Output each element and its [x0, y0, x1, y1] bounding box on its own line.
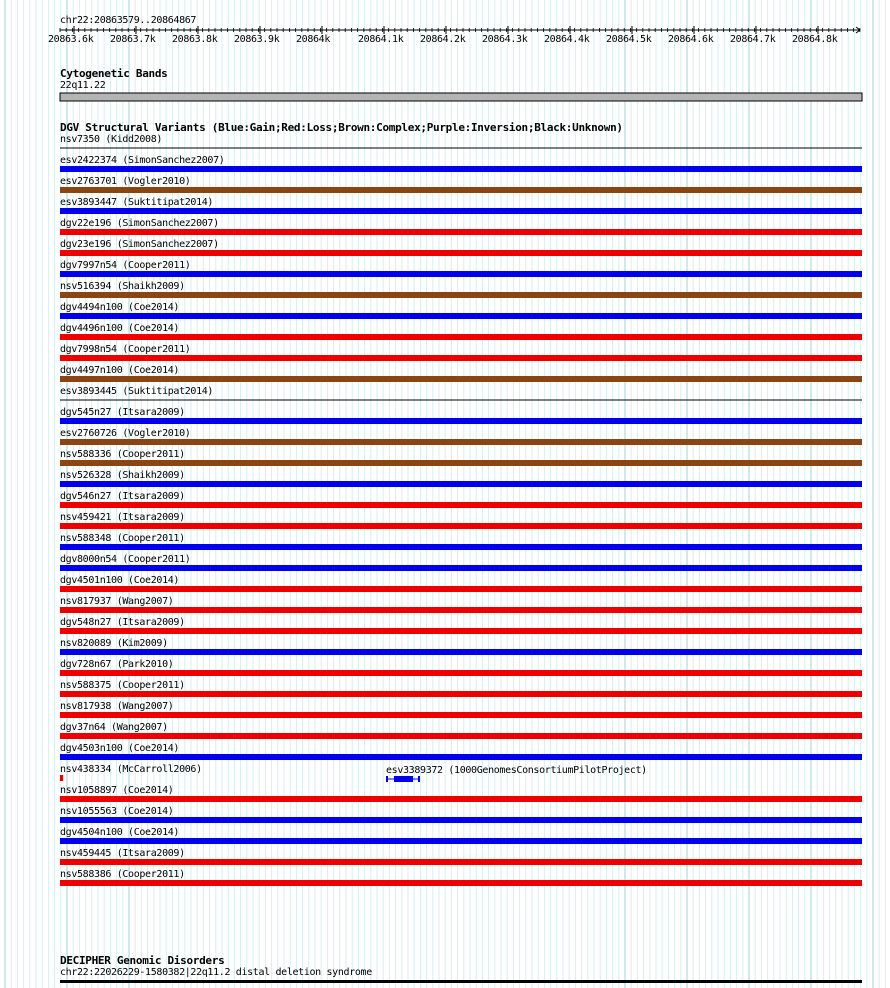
dgv-feature-label[interactable]: dgv545n27 (Itsara2009) [60, 407, 185, 418]
dgv-feature-label[interactable]: dgv4496n100 (Coe2014) [60, 323, 180, 334]
dgv-feature-label[interactable]: dgv4497n100 (Coe2014) [60, 365, 180, 376]
dgv-feature-label[interactable]: nsv588386 (Cooper2011) [60, 869, 185, 880]
dgv-feature-label[interactable]: dgv4503n100 (Coe2014) [60, 743, 180, 754]
dgv-feature-label[interactable]: nsv7350 (Kidd2008) [60, 134, 163, 145]
dgv-feature-label[interactable]: nsv438334 (McCarroll2006) [60, 764, 202, 775]
dgv-feature-bar[interactable] [60, 502, 862, 508]
dgv-feature-label[interactable]: esv3893445 (Suktitipat2014) [60, 386, 214, 397]
dgv-feature-label[interactable]: dgv4501n100 (Coe2014) [60, 575, 180, 586]
dgv-feature-bar[interactable] [60, 733, 862, 739]
dgv-feature-bar[interactable] [60, 712, 862, 718]
ruler-tick-label: 20864.4k [544, 34, 590, 45]
dgv-feature-label[interactable]: nsv817938 (Wang2007) [60, 701, 174, 712]
region-label: chr22:20863579..20864867 [60, 15, 197, 26]
dgv-feature-label[interactable]: esv3389372 (1000GenomesConsortiumPilotProject) [386, 765, 647, 776]
dgv-feature-bar[interactable] [60, 607, 862, 613]
dgv-feature-bar[interactable] [60, 754, 862, 760]
ruler-tick-label: 20864.1k [358, 34, 404, 45]
dgv-feature-bar[interactable] [60, 481, 862, 487]
dgv-feature-label[interactable]: dgv7998n54 (Cooper2011) [60, 344, 191, 355]
dgv-feature-label[interactable]: dgv23e196 (SimonSanchez2007) [60, 239, 219, 250]
dgv-feature-label[interactable]: nsv817937 (Wang2007) [60, 596, 174, 607]
dgv-feature-bar[interactable] [60, 565, 862, 571]
dgv-feature-bar[interactable] [60, 355, 862, 361]
dgv-feature-label[interactable]: dgv4504n100 (Coe2014) [60, 827, 180, 838]
dgv-feature-bar[interactable] [60, 166, 862, 172]
ruler-tick-label: 20864.5k [606, 34, 652, 45]
dgv-feature-bar[interactable] [60, 439, 862, 445]
dgv-feature-exon[interactable] [386, 776, 388, 782]
dgv-feature-label[interactable]: esv2422374 (SimonSanchez2007) [60, 155, 225, 166]
dgv-feature-label[interactable]: nsv526328 (Shaikh2009) [60, 470, 185, 481]
cytoband-glyph[interactable] [60, 93, 862, 101]
dgv-feature-bar[interactable] [60, 691, 862, 697]
dgv-feature-bar[interactable] [60, 586, 862, 592]
dgv-feature-exon[interactable] [418, 776, 420, 782]
decipher-feature-label[interactable]: chr22:22026229-1580382|22q11.2 distal deletion syndrome [60, 967, 372, 978]
dgv-track-title: DGV Structural Variants (Blue:Gain;Red:Loss;Brown:Complex;Purple:Inversion;Black:Unknown) [60, 121, 623, 134]
dgv-feature-bar[interactable] [60, 292, 862, 298]
dgv-feature-bar[interactable] [60, 649, 862, 655]
dgv-feature-bar[interactable] [60, 838, 862, 844]
ruler-tick-label: 20864k [296, 34, 331, 45]
ruler-tick-label: 20864.7k [730, 34, 776, 45]
dgv-feature-label[interactable]: dgv4494n100 (Coe2014) [60, 302, 180, 313]
dgv-feature-label[interactable]: nsv1058897 (Coe2014) [60, 785, 174, 796]
ruler-tick-label: 20863.8k [172, 34, 218, 45]
dgv-feature-bar[interactable] [60, 775, 63, 781]
dgv-feature-label[interactable]: nsv459421 (Itsara2009) [60, 512, 185, 523]
dgv-feature-bar[interactable] [60, 796, 862, 802]
decipher-glyph[interactable] [60, 980, 862, 983]
dgv-feature-label[interactable]: dgv548n27 (Itsara2009) [60, 617, 185, 628]
ruler-tick-label: 20864.8k [792, 34, 838, 45]
dgv-feature-label[interactable]: nsv516394 (Shaikh2009) [60, 281, 185, 292]
ruler-tick-label: 20864.6k [668, 34, 714, 45]
ruler-tick-label: 20864.3k [482, 34, 528, 45]
dgv-feature-bar[interactable] [60, 817, 862, 823]
dgv-feature-exon[interactable] [394, 776, 413, 782]
dgv-feature-bar[interactable] [60, 250, 862, 256]
dgv-feature-bar[interactable] [60, 859, 862, 865]
ruler-tick-label: 20863.7k [110, 34, 156, 45]
dgv-feature-label[interactable]: dgv728n67 (Park2010) [60, 659, 174, 670]
dgv-feature-label[interactable]: nsv820089 (Kim2009) [60, 638, 168, 649]
cytoband-bar[interactable] [60, 93, 862, 101]
dgv-feature-label[interactable]: dgv22e196 (SimonSanchez2007) [60, 218, 219, 229]
dgv-feature-bar[interactable] [60, 271, 862, 277]
dgv-feature-bar[interactable] [60, 460, 862, 466]
dgv-feature-bar[interactable] [60, 523, 862, 529]
dgv-feature-label[interactable]: dgv546n27 (Itsara2009) [60, 491, 185, 502]
ruler-axis [60, 26, 860, 34]
dgv-feature-bar[interactable] [60, 544, 862, 550]
dgv-feature-bar[interactable] [60, 334, 862, 340]
dgv-feature-bar[interactable] [60, 418, 862, 424]
ruler-tick-label: 20863.6k [48, 34, 94, 45]
dgv-feature-label[interactable]: dgv7997n54 (Cooper2011) [60, 260, 191, 271]
decipher-feature-bar[interactable] [60, 980, 862, 983]
dgv-feature-bar[interactable] [60, 670, 862, 676]
dgv-feature-label[interactable]: esv3893447 (Suktitipat2014) [60, 197, 214, 208]
ruler-tick-label: 20864.2k [420, 34, 466, 45]
dgv-feature-bar[interactable] [60, 208, 862, 214]
dgv-feature-bar[interactable] [60, 880, 862, 886]
dgv-feature-label[interactable]: esv2763701 (Vogler2010) [60, 176, 191, 187]
dgv-feature-bar[interactable] [60, 313, 862, 319]
dgv-feature-bar[interactable] [60, 376, 862, 382]
dgv-feature-label[interactable]: nsv588336 (Cooper2011) [60, 449, 185, 460]
dgv-feature-label[interactable]: nsv588348 (Cooper2011) [60, 533, 185, 544]
dgv-feature-label[interactable]: nsv1055563 (Coe2014) [60, 806, 174, 817]
dgv-feature-bar[interactable] [60, 229, 862, 235]
dgv-feature-label[interactable]: esv2760726 (Vogler2010) [60, 428, 191, 439]
dgv-feature-bar[interactable] [60, 187, 862, 193]
dgv-feature-label[interactable]: nsv459445 (Itsara2009) [60, 848, 185, 859]
cytoband-track-title: Cytogenetic Bands [60, 67, 168, 80]
dgv-feature-label[interactable]: dgv8000n54 (Cooper2011) [60, 554, 191, 565]
dgv-feature-label[interactable]: dgv37n64 (Wang2007) [60, 722, 168, 733]
dgv-feature-bar[interactable] [60, 628, 862, 634]
ruler-tick-label: 20863.9k [234, 34, 280, 45]
cytoband-label[interactable]: 22q11.22 [60, 80, 106, 91]
decipher-track-title: DECIPHER Genomic Disorders [60, 954, 225, 967]
dgv-feature-label[interactable]: nsv588375 (Cooper2011) [60, 680, 185, 691]
